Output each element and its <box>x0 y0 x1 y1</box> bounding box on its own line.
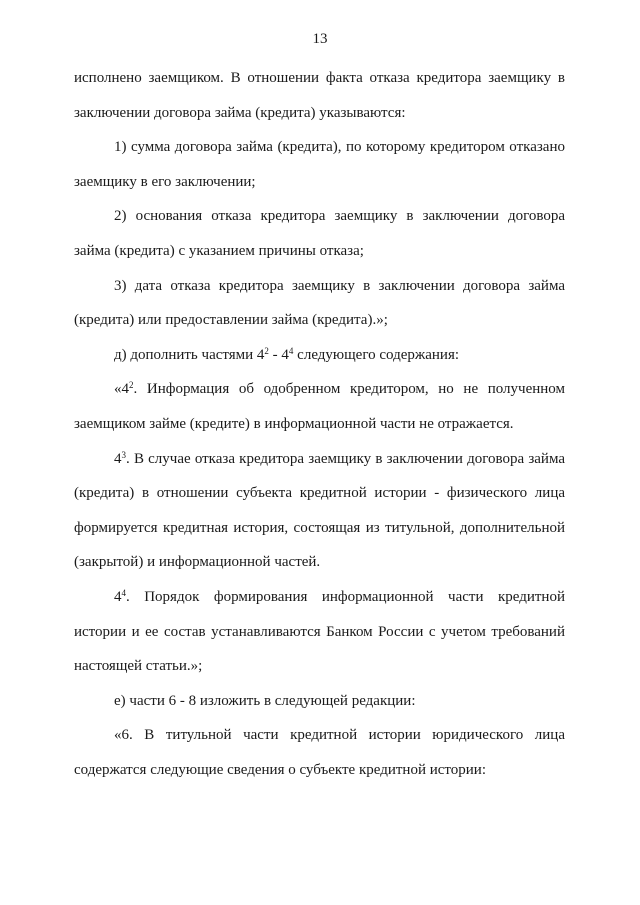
amendment-d-text-before: д) дополнить частями 4 <box>114 346 265 363</box>
part-4-2-number: «4 <box>114 381 129 398</box>
list-item-sum: 1) сумма договора займа (кредита), по которому кредитором отказано заемщику в его заключении; <box>74 139 565 190</box>
part-4-3-text: . В случае отказа кредитора заемщику в заключении договора займа (кредита) в отношении субъекта кредитной истории - физического лица формируется кредитная история, состоящая из титульной, дополнительной (закрытой) и информационной частей. <box>74 450 565 571</box>
part-4-3-superscript: 3 <box>121 449 126 460</box>
paragraph-part-4-4 <box>74 580 565 684</box>
amendment-d-text-after: следующего содержания: <box>293 346 460 363</box>
list-item-date: 3) дата отказа кредитора заемщику в заключении договора займа (кредита) или предоставлении займа (кредита).»; <box>74 277 565 329</box>
amendment-d-superscript-1: 2 <box>264 345 269 356</box>
paragraph-part-4-2 <box>74 372 565 441</box>
amendment-d-text-mid: - 4 <box>268 346 289 363</box>
page-number: 13 <box>312 31 328 47</box>
list-item-grounds: 2) основания отказа кредитора заемщику в заключении договора займа (кредита) с указанием причины отказа; <box>74 208 565 259</box>
paragraph-amendment-d <box>74 338 565 373</box>
part-4-4-number: 4 <box>114 588 122 605</box>
amendment-d-superscript-2: 4 <box>288 345 294 356</box>
part-4-4-text: . Порядок формирования информационной части кредитной истории и ее состав устанавливаются Банком России с учетом требований настоящей статьи.»; <box>74 588 565 675</box>
paragraph-part-6: «6. В титульной части кредитной истории юридического лица содержатся следующие сведения о субъекте кредитной истории: <box>74 727 565 778</box>
part-4-4-superscript: 4 <box>121 587 126 598</box>
paragraph-part-4-3 <box>74 442 565 580</box>
paragraph-continuation: исполнено заемщиком. В отношении факта отказа кредитора заемщику в заключении договора займа (кредита) указываются: <box>74 70 565 121</box>
part-4-3-number: 4 <box>114 450 122 467</box>
document-body <box>74 61 565 787</box>
paragraph-amendment-e: е) части 6 - 8 изложить в следующей редакции: <box>114 692 416 709</box>
part-4-2-superscript: 2 <box>129 380 134 391</box>
part-4-2-text: . Информация об одобренном кредитором, но не полученном заемщиком займе (кредите) в информационной части не отражается. <box>74 381 565 432</box>
